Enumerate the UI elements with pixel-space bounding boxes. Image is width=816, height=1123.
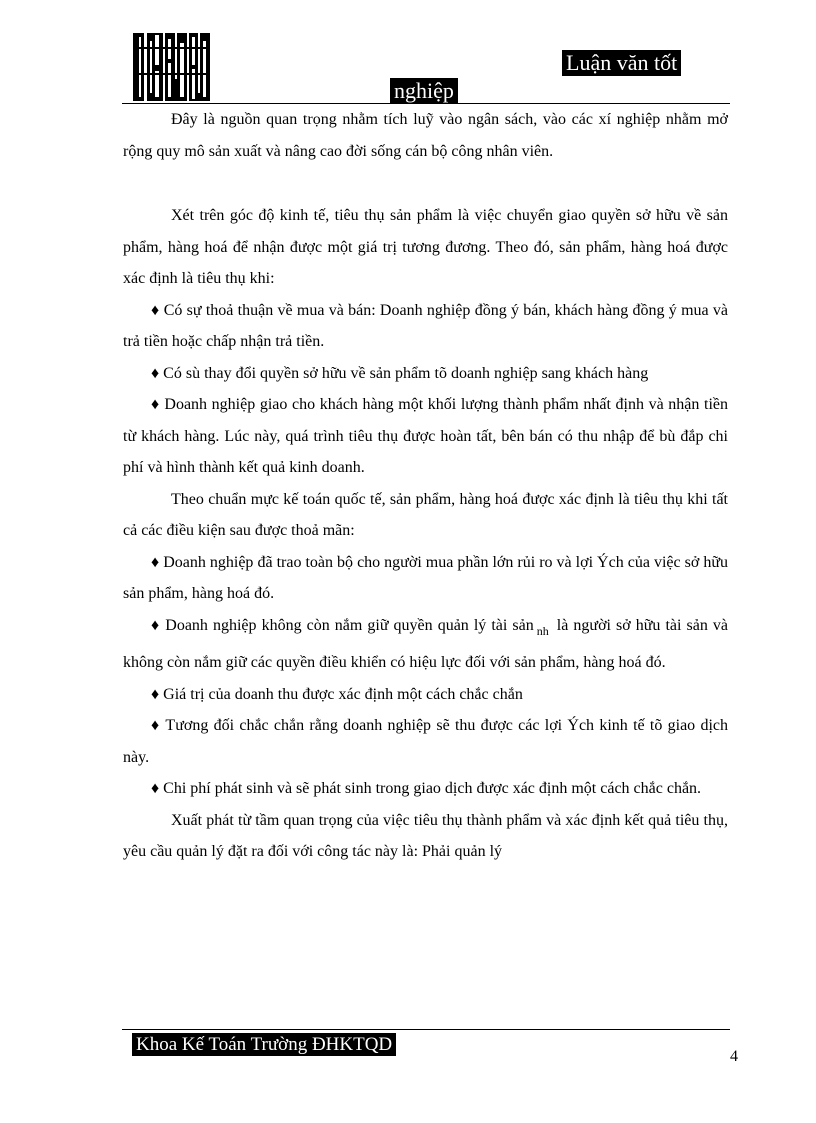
bullet-7: ♦ Tương đối chắc chắn rằng doanh nghiệp sẽ thu được các lợi Ých kinh tế tõ giao dịch này.: [123, 717, 728, 766]
bullet-5-text-start: ♦ Doanh nghiệp không còn nắm giữ quyền quản lý tài sản: [151, 616, 534, 634]
bullet-4: ♦ Doanh nghiệp đã trao toàn bộ cho người mua phần lớn rủi ro và lợi Ých của việc sở hữu sản phẩm, hàng hoá đó.: [123, 553, 728, 602]
header-title-line1: Luận văn tốt: [562, 50, 681, 76]
paragraph-1: Đây là nguồn quan trọng nhằm tích luỹ vào ngân sách, vào các xí nghiệp nhằm mở rộng quy mô sản xuất và nâng cao đời sống cán bộ công nhân viên.: [123, 111, 728, 160]
paragraph-2: Xét trên góc độ kinh tế, tiêu thụ sản phẩm là việc chuyển giao quyền sở hữu về sản phẩm, hàng hoá để nhận được một giá trị tương đương. Theo đó, sản phẩm, hàng hoá được xác định là tiêu thụ khi:: [123, 207, 728, 287]
bullet-2: ♦ Có sù thay đổi quyền sở hữu về sản phẩm tõ doanh nghiệp sang khách hàng: [151, 364, 649, 382]
paragraph-4: Xuất phát từ tầm quan trọng của việc tiêu thụ thành phẩm và xác định kết quả tiêu thụ, yêu cầu quản lý đặt ra đối với công tác này là: Phải quản lý: [123, 811, 728, 860]
bullet-6: ♦ Giá trị của doanh thu được xác định một cách chắc chắn: [151, 685, 523, 703]
page-content: [123, 104, 728, 868]
header-logo-image: [133, 33, 210, 101]
footer-label: Khoa Kế Toán Trường ĐHKTQD: [132, 1033, 396, 1056]
bullet-5: [123, 610, 728, 679]
header-title-line2: nghiệp: [390, 78, 458, 104]
bullet-5-subscript: nh: [536, 623, 549, 638]
bullet-1: ♦ Có sự thoả thuận về mua và bán: Doanh nghiệp đồng ý bán, khách hàng đồng ý mua và trả tiền hoặc chấp nhận trả tiền.: [123, 301, 728, 350]
footer-divider: [122, 1029, 730, 1030]
page-number: 4: [730, 1048, 738, 1065]
bullet-5-text-end: là người sở hữu tài sản và không còn nắm giữ các quyền điều khiển có hiệu lực đối với sản phẩm, hàng hoá đó.: [123, 616, 729, 671]
bullet-3: ♦ Doanh nghiệp giao cho khách hàng một khối lượng thành phẩm nhất định và nhận tiền từ khách hàng. Lúc này, quá trình tiêu thụ được hoàn tất, bên bán có thu nhập để bù đắp chi phí và hình thành kết quả kinh doanh.: [123, 396, 728, 476]
bullet-8: ♦ Chi phí phát sinh và sẽ phát sinh trong giao dịch được xác định một cách chắc chắn.: [151, 780, 702, 797]
blank-line: [123, 167, 728, 200]
paragraph-3: Theo chuẩn mực kế toán quốc tế, sản phẩm, hàng hoá được xác định là tiêu thụ khi tất cả các điều kiện sau được thoả mãn:: [123, 490, 728, 539]
